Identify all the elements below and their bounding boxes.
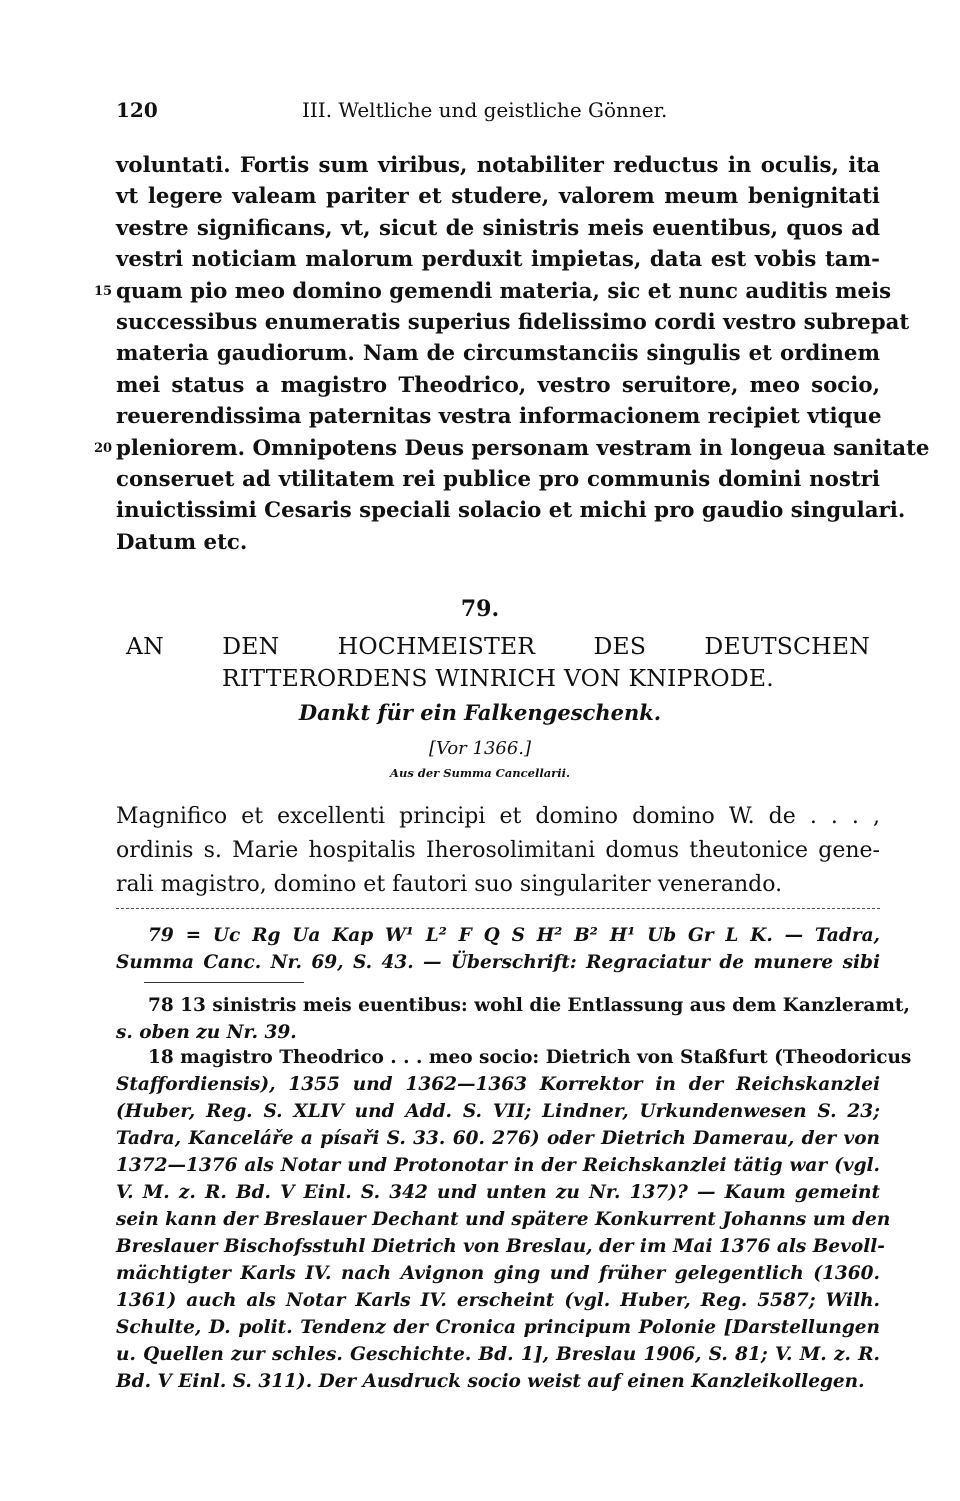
apparatus-line: 79 = Uc Rg Ua Kap W¹ L² F Q S H² B² H¹ Ub Gr L K. — Tadra, [148,925,880,946]
document-date: [Vor 1366.] [428,738,532,759]
body-line: conseruet ad vtilitatem rei publice pro communis domini nostri [116,466,880,492]
document-subtitle: Dankt für ein Falkengeschenk. [298,700,662,725]
footnote-line: 78 13 sinistris meis euentibus: wohl die Entlassung aus dem Kanzleramt, [148,995,910,1016]
footnote-line: (Huber, Reg. S. XLIV und Add. S. VII; Lindner, Urkundenwesen S. 23; [116,1101,880,1122]
body-line: vestre significans, vt, sicut de sinistris meis euentibus, quos ad [116,215,880,241]
body-line: successibus enumeratis superius fidelissimo cordi vestro subrepat [116,309,910,335]
body-line: reuerendissima paternitas vestra informacionem recipiet vtique [116,404,882,430]
footnote-line: 1372—1376 als Notar und Protonotar in der Reichskanzlei tätig war (vgl. [116,1155,880,1176]
footnote-line: Breslauer Bischofsstuhl Dietrich von Breslau, der im Mai 1376 als Bevoll- [116,1236,885,1257]
body-line: voluntati. Fortis sum viribus, notabiliter reductus in oculis, ita [116,153,880,178]
critical-apparatus [116,922,880,976]
footnote-2 [116,1044,912,1395]
footnote-line: sein kann der Breslauer Dechant und spätere Konkurrent Johanns um den [116,1209,891,1230]
address-line: rali magistro, domino et fautori suo singulariter venerando. [116,872,783,897]
separator-rule-short [144,982,304,983]
footnote-line: 1361) auch als Notar Karls IV. erscheint (vgl. Huber, Reg. 5587; Wilh. [116,1290,880,1311]
body-line: 15 quam pio meo domino gemendi materia, sic et nunc auditis meis [116,276,880,307]
running-title: III. Weltliche und geistliche Gönner. [302,98,668,122]
footnote-line: 18 magistro Theodrico . . . meo socio: Dietrich von Staßfurt (Theodoricus [148,1047,912,1068]
line-number: 15 [94,283,113,299]
footnote-line: V. M. z. R. Bd. V Einl. S. 342 und unten zu Nr. 137)? — Kaum gemeint [116,1182,880,1203]
footnote-line: u. Quellen zur schles. Geschichte. Bd. 1], Breslau 1906, S. 81; V. M. z. R. [116,1344,880,1365]
letter-body [94,150,930,558]
body-line: vt legere valeam pariter et studere, valorem meum benignitati [116,184,880,210]
document-title-line-1: AN DEN HOCHMEISTER DES DEUTSCHEN [126,632,870,660]
document-title-line-2: RITTERORDENS WINRICH VON KNIPRODE. [222,664,774,692]
page-header [116,98,880,128]
footnote-line: mächtigter Karls IV. nach Avignon ging und früher gelegentlich (1360. [116,1263,880,1284]
document-number: 79. [460,596,500,622]
body-line: materia gaudiorum. Nam de circumstanciis singulis et ordinem [116,341,880,367]
body-line: mei status a magistro Theodrico, vestro seruitore, meo socio, [116,372,880,398]
body-line: vestri noticiam malorum perduxit impietas, data est vobis tam- [116,247,880,273]
footnote-1 [116,992,910,1046]
letter-address [116,800,880,902]
document-source: Aus der Summa Cancellarii. [390,766,570,780]
apparatus-line: Summa Canc. Nr. 69, S. 43. — Überschrift: Regraciatur de munere sibi [116,952,880,973]
body-line: inuictissimi Cesaris speciali solacio et michi pro gaudio singulari. [116,498,906,524]
footnote-line: Bd. V Einl. S. 311). Der Ausdruck socio weist auf einen Kanzleikollegen. [116,1371,865,1392]
body-line: 20 pleniorem. Omnipotens Deus personam vestram in longeua sanitate [116,433,880,464]
separator-rule [116,908,880,909]
footnote-line: Tadra, Kanceláře a písaři S. 33. 60. 276) oder Dietrich Damerau, der von [116,1128,880,1149]
address-line: Magnifico et excellenti principi et domino domino W. de . . . , [116,804,880,829]
address-line: ordinis s. Marie hospitalis Iherosolimitani domus theutonice gene- [116,838,880,863]
footnote-line: Schulte, D. polit. Tendenz der Cronica principum Polonie [Darstellungen [116,1317,880,1338]
line-number: 20 [94,440,113,456]
footnote-line: Staffordiensis), 1355 und 1362—1363 Korrektor in der Reichskanzlei [116,1074,880,1095]
footnote-line: s. oben zu Nr. 39. [116,1022,297,1043]
body-line: Datum etc. [116,529,248,555]
page-number: 120 [116,98,158,122]
